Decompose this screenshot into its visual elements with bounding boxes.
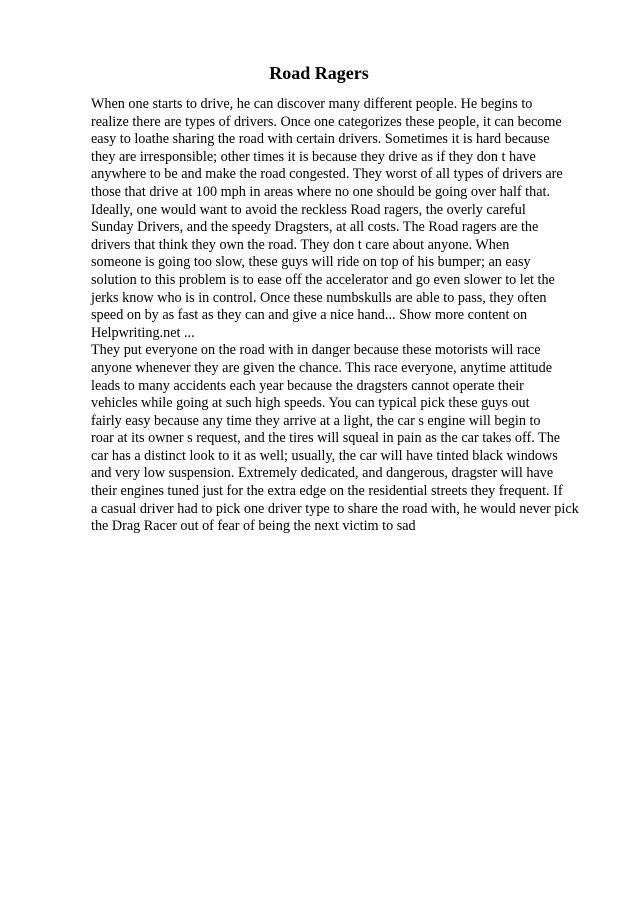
text-line: When one starts to drive, he can discover many different people. He begins to: [91, 96, 533, 112]
text-line: a casual driver had to pick one driver type to share the road with, he would never pick: [91, 500, 579, 517]
text-line: Sunday Drivers, and the speedy Dragsters, at all costs. The Road ragers are the: [91, 219, 539, 236]
text-line: easy to loathe sharing the road with certain drivers. Sometimes it is hard because: [91, 131, 550, 148]
text-line: They put everyone on the road with in danger because these motorists will race: [91, 342, 541, 359]
text-line: anyone whenever they are given the chance. This race everyone, anytime attitude: [91, 359, 553, 376]
text-line: those that drive at 100 mph in areas where no one should be going over half that.: [91, 183, 551, 200]
text-line: they are irresponsible; other times it is because they drive as if they don t have: [91, 148, 536, 165]
text-line: the Drag Racer out of fear of being the next victim to sad: [91, 518, 416, 535]
document-title: Road Ragers: [269, 63, 369, 83]
text-line: jerks know who is in control. Once these numbskulls are able to pass, they often: [91, 289, 547, 306]
text-line: anywhere to be and make the road congested. They worst of all types of drivers are: [91, 166, 563, 183]
text-line: leads to many accidents each year because the dragsters cannot operate their: [91, 377, 524, 394]
text-line: someone is going too slow, these guys will ride on top of his bumper; an easy: [91, 254, 531, 271]
text-line: and very low suspension. Extremely dedicated, and dangerous, dragster will have: [91, 465, 554, 482]
text-line: drivers that think they own the road. They don t care about anyone. When: [91, 236, 510, 253]
text-line: roar at its owner s request, and the tires will squeal in pain as the car takes off. The: [91, 430, 561, 447]
text-line: car has a distinct look to it as well; usually, the car will have tinted black windows: [91, 447, 558, 464]
text-line: their engines tuned just for the extra edge on the residential streets they frequent. If: [91, 483, 563, 500]
text-line: Ideally, one would want to avoid the reckless Road ragers, the overly careful: [91, 201, 526, 218]
text-line: speed on by as fast as they can and give a nice hand... Show more content on: [91, 307, 528, 324]
document-body: [91, 96, 611, 536]
text-line: solution to this problem is to ease off the accelerator and go even slower to let the: [91, 271, 555, 288]
text-line: realize there are types of drivers. Once one categorizes these people, it can become: [91, 113, 562, 130]
text-line: Helpwriting.net ...: [91, 324, 195, 341]
text-line: fairly easy because any time they arrive at a light, the car s engine will begin to: [91, 412, 541, 429]
text-line: vehicles while going at such high speeds. You can typical pick these guys out: [91, 395, 530, 412]
